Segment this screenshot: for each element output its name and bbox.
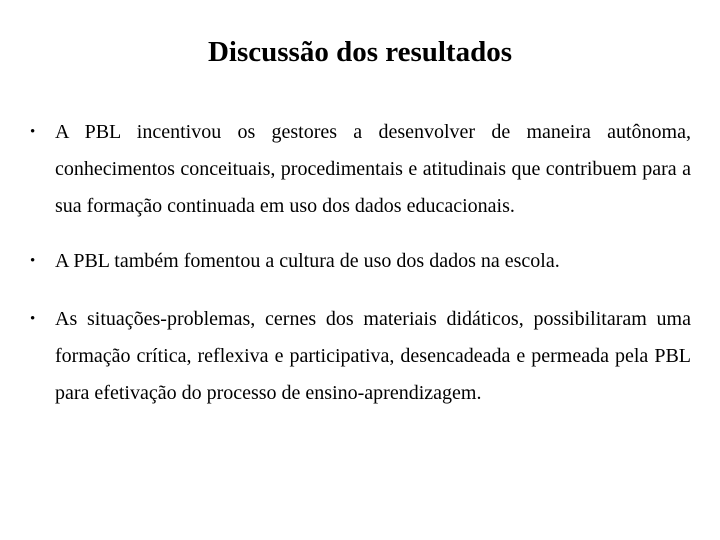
bullet-text: As situações-problemas, cernes dos materiais didáticos, possibilitaram uma formação crítica, reflexiva e participativa, desencadeada e permeada pela PBL para efetivação do processo de ensino-aprendizagem. xyxy=(55,308,691,404)
bullet-dot-icon: • xyxy=(30,311,36,327)
bullet-item xyxy=(30,114,691,225)
bullet-dot-icon: • xyxy=(30,124,36,140)
bullet-list xyxy=(30,114,691,430)
bullet-item xyxy=(30,243,691,280)
bullet-dot-icon: • xyxy=(30,253,36,269)
bullet-item xyxy=(30,301,691,412)
bullet-text: A PBL também fomentou a cultura de uso dos dados na escola. xyxy=(55,250,560,272)
bullet-text: A PBL incentivou os gestores a desenvolver de maneira autônoma, conhecimentos conceituais, procedimentais e atitudinais que contribuem para a sua formação continuada em uso dos dados educacionais. xyxy=(55,121,691,217)
slide-title: Discussão dos resultados xyxy=(207,36,513,68)
